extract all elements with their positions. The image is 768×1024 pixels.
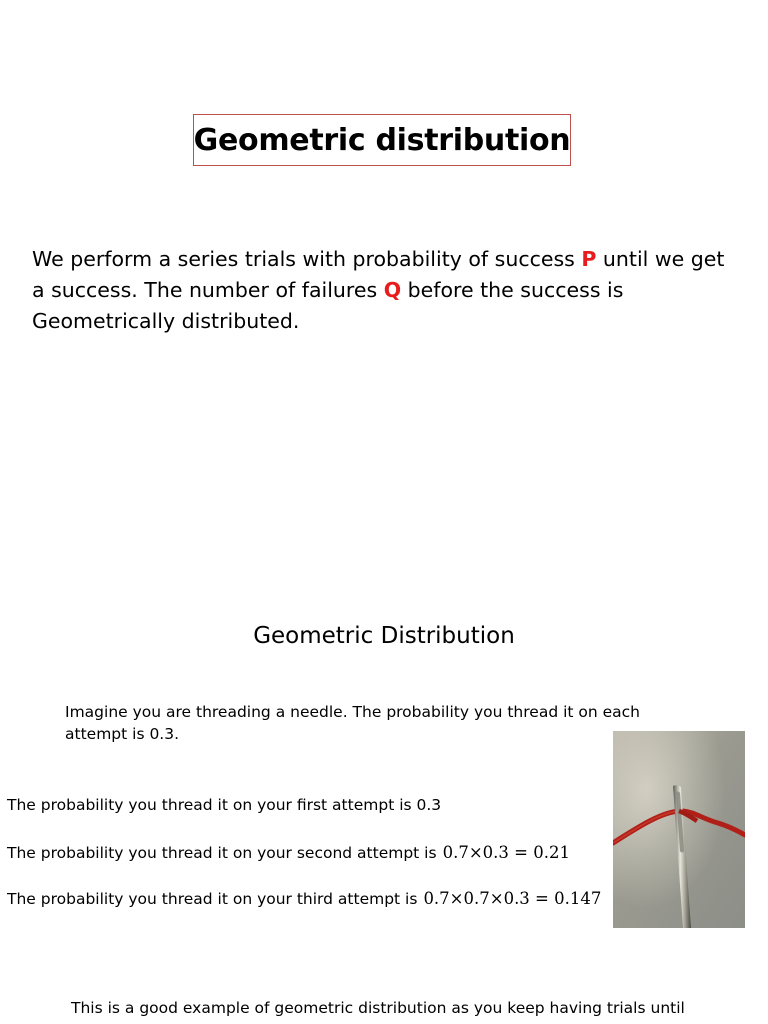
third-attempt-formula: 0.7×0.7×0.3 = 0.147 xyxy=(423,889,602,908)
first-attempt-line: The probability you thread it on your first attempt is 0.3 xyxy=(7,796,442,814)
variable-q: Q xyxy=(383,278,402,302)
third-attempt-line xyxy=(7,889,601,908)
needle-example-text: Imagine you are threading a needle. The probability you thread it on each attempt is 0.3. xyxy=(65,703,641,743)
second-attempt-formula: 0.7×0.3 = 0.21 xyxy=(442,843,570,862)
intro-text-2: until we get a success. The number of failures xyxy=(32,247,725,302)
variable-p: P xyxy=(581,247,597,271)
conclusion-text: This is a good example of geometric distribution as you keep having trials until xyxy=(71,999,685,1017)
intro-text-1: We perform a series trials with probability of success xyxy=(32,247,582,271)
title-box xyxy=(193,114,571,166)
section-title: Geometric Distribution xyxy=(253,623,515,649)
page-title: Geometric distribution xyxy=(193,122,571,158)
needle-and-thread-photo xyxy=(613,731,745,928)
third-attempt-text: The probability you thread it on your third attempt is xyxy=(7,890,418,908)
second-attempt-line xyxy=(7,843,570,862)
intro-text-3: before the success is Geometrically distributed. xyxy=(32,278,624,333)
intro-paragraph xyxy=(32,244,742,337)
second-attempt-text: The probability you thread it on your second attempt is xyxy=(7,844,437,862)
